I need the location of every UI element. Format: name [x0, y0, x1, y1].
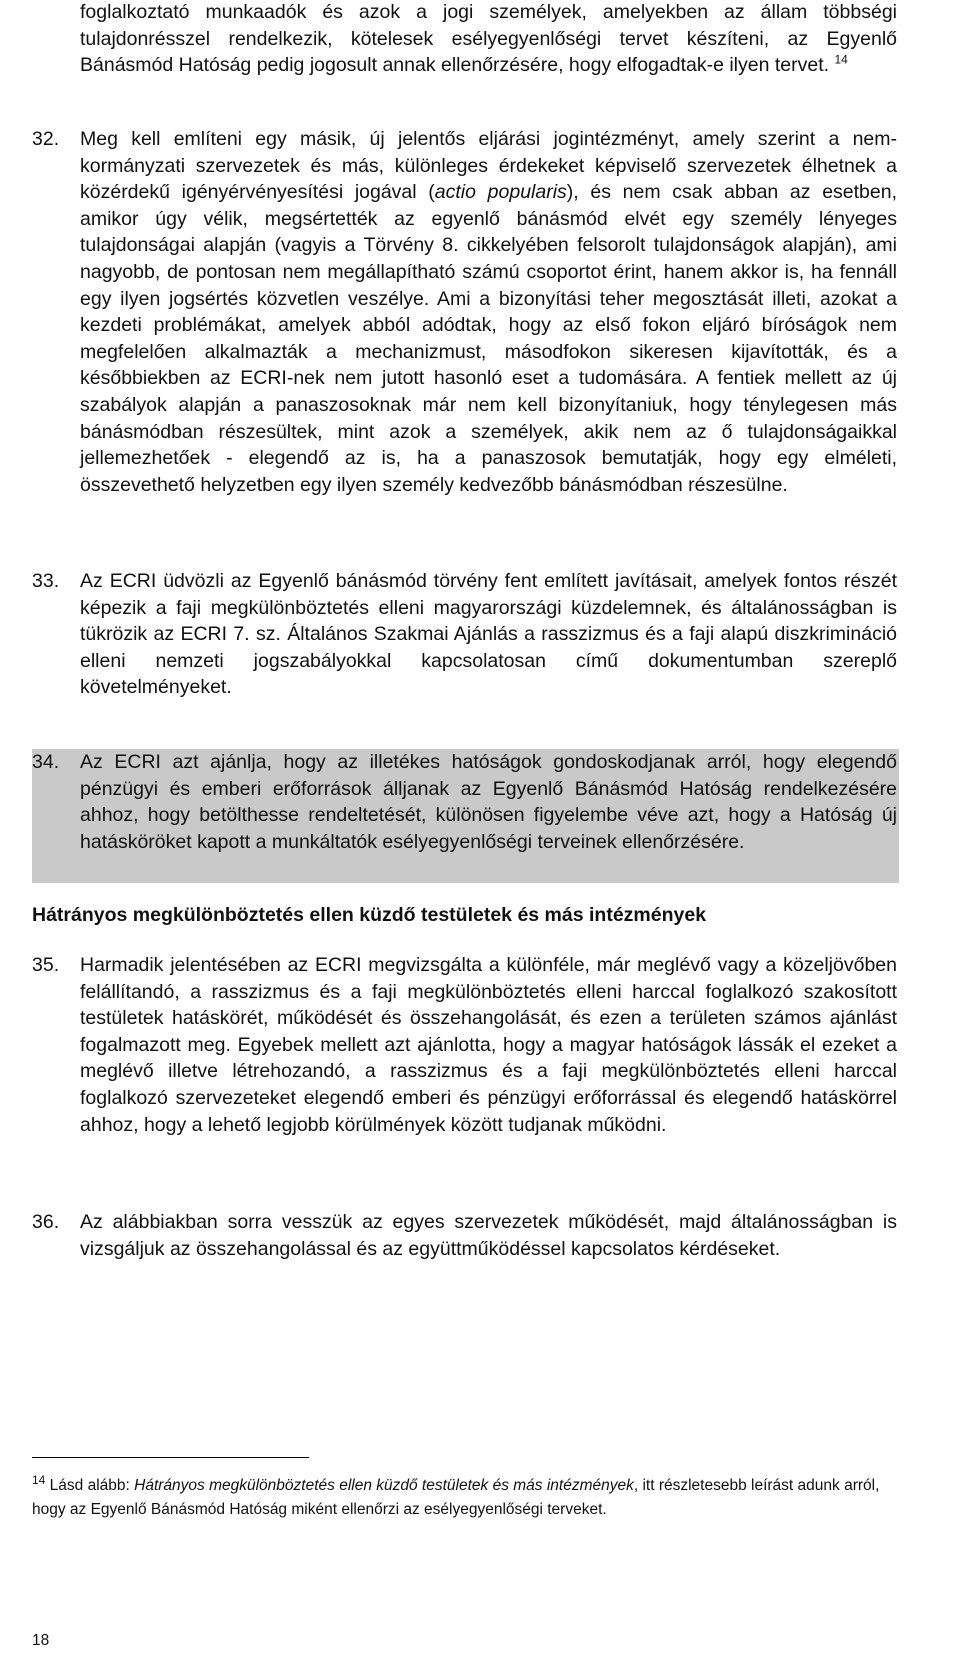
paragraph-number: 36.	[32, 1211, 60, 1233]
text-part: Meg kell említeni egy másik, új jelentős eljárási jogintézményt, amely szerint a nem-kormányzati szervezetek és más, különleges érdekeket képviselő szervezetek élhetnek a közérdekű igényérvényesítési jogával (	[80, 128, 897, 204]
paragraph-number: 33.	[32, 570, 60, 592]
paragraph-number: 34.	[32, 751, 60, 773]
paragraph-text: Harmadik jelentésében az ECRI megvizsgálta a különféle, már meglévő vagy a közeljövőben felállítandó, a rasszizmus és a faji megkülönböztetés elleni harccal foglalkozó szakosított testületek hatáskörét, működését és összehangolását, és ezen a területen számos ajánlást fogalmazott meg. Egyebek mellett azt ajánlotta, hogy a magyar hatóságok lássák el ezeket a meglévő illetve létrehozandó, a rasszizmus és a faji megkülönböztetés elleni harccal foglalkozó szervezeteket elegendő emberi és pénzügyi erőforrással és elegendő hatáskörrel ahhoz, hogy a lehető legjobb körülmények között tudjanak működni.	[80, 954, 897, 1136]
paragraph-text: Az alábbiakban sorra vesszük az egyes szervezetek működését, majd általánosságban is vizsgáljuk az összehangolással és az együttműködéssel kapcsolatos kérdéseket.	[80, 1211, 897, 1260]
text-part: ), és nem csak abban az esetben, amikor úgy vélik, megsértették az egyenlő bánásmód elvét egy személy lényeges tulajdonságai alapján (vagyis a Törvény 8. cikkelyében felsorolt tulajdonságok alapján), ami nagyobb, de pontosan nem megállapítható számú csoportot érint, hanem akkor is, ha fennáll egy ilyen jogsértés közvetlen veszélye. Ami a bizonyítási teher megosztását illeti, azokat a kezdeti problémákat, amelyek abból adódtak, hogy az első fokon eljáró bíróságok nem megfelelően alkalmazták a mechanizmust, másodfokon sikeresen kijavították, és a későbbiekben az ECRI-nek nem jutott hasonló eset a tudomására. A fentiek mellett az új szabályok alapján a panaszosoknak már nem kell bizonyítaniuk, hogy ténylegesen más bánásmódban részesültek, mint azok a személyek, akik nem az ő tulajdonságaikkal jellemezhetőek - elegendő az is, ha a panaszosok bemutatják, hogy egy elméleti, összevethető helyzetben egy ilyen személy kedvezőbb bánásmódban részesülne.	[80, 181, 898, 496]
section-heading: Hátrányos megkülönböztetés ellen küzdő testületek és más intézmények	[32, 904, 707, 926]
page-number: 18	[32, 1632, 50, 1649]
paragraph-number: 35.	[32, 954, 60, 976]
footnote	[32, 1474, 897, 1522]
intro-paragraph	[80, 0, 897, 79]
paragraph-text	[80, 126, 897, 498]
italic-term: actio popularis	[434, 181, 567, 204]
footnote-ref: 14	[834, 52, 848, 67]
paragraph-number: 32.	[32, 128, 60, 150]
footnote-text: , itt részletesebb leírást adunk arról, hogy az Egyenlő Bánásmód Hatóság miként ellenőrzi az esélyegyenlőségi terveket.	[32, 1477, 880, 1518]
footnote-number: 14	[32, 1472, 46, 1487]
intro-text: foglalkoztató munkaadók és azok a jogi személyek, amelyekben az állam többségi tulajdonrésszel rendelkezik, kötelesek esélyegyenlőségi tervet készíteni, az Egyenlő Bánásmód Hatóság pedig jogosult annak ellenőrzésére, hogy elfogadtak-e ilyen tervet.	[80, 1, 897, 77]
footnote-separator	[32, 1457, 309, 1458]
footnote-italic: Hátrányos megkülönböztetés ellen küzdő testületek és más intézmények	[134, 1477, 634, 1494]
footnote-text: Lásd alább:	[49, 1477, 135, 1494]
paragraph-text: Az ECRI azt ajánlja, hogy az illetékes hatóságok gondoskodjanak arról, hogy elegendő pénzügyi és emberi erőforrások álljanak az Egyenlő Bánásmód Hatóság rendelkezésére ahhoz, hogy betölthesse rendeltetését, különösen figyelembe véve azt, hogy a Hatóság új hatásköröket kapott a munkáltatók esélyegyenlőségi terveinek ellenőrzésére.	[80, 751, 897, 853]
paragraph-text: Az ECRI üdvözli az Egyenlő bánásmód törvény fent említett javításait, amelyek fontos részét képezik a faji megkülönböztetés elleni magyarországi küzdelemnek, és általánosságban is tükrözik az ECRI 7. sz. Általános Szakmai Ajánlás a rasszizmus és a faji alapú diszkrimináció elleni nemzeti jogszabályokkal kapcsolatosan című dokumentumban szereplő követelményeket.	[80, 570, 897, 699]
